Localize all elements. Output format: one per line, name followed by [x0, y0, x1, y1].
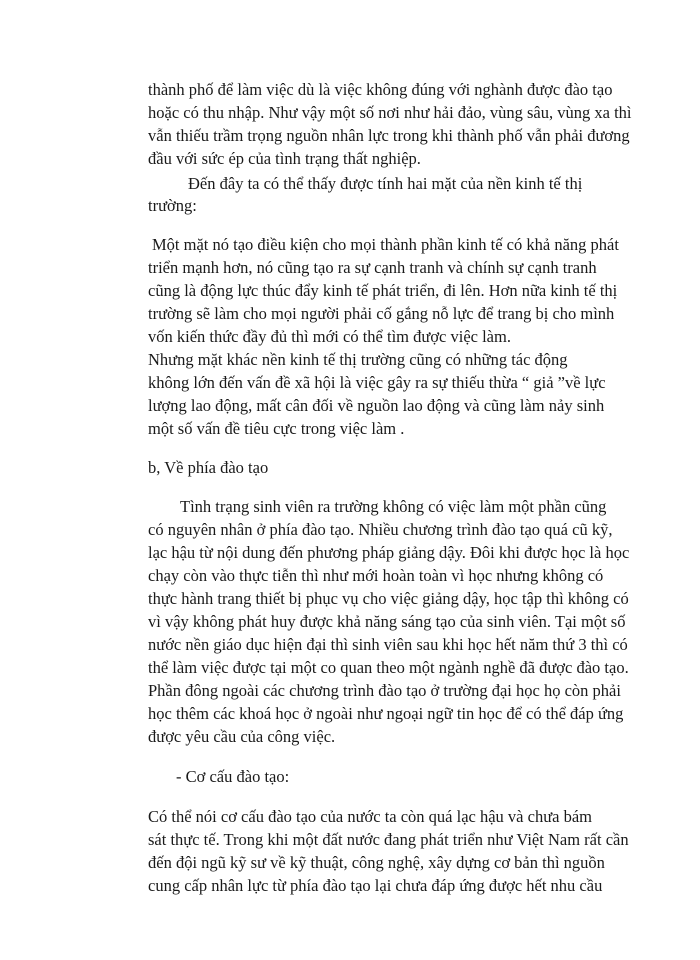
- text-line: Nhưng mặt khác nền kinh tế thị trường cũng có những tác động: [148, 350, 568, 369]
- text-line: đến đội ngũ kỹ sư về kỹ thuật, công nghệ, xây dựng cơ bản thì nguồn: [148, 853, 605, 872]
- section-heading: b, Về phía đào tạo: [148, 458, 269, 477]
- text-line: cung cấp nhân lực từ phía đào tạo lại chưa đáp ứng được hết nhu cầu: [148, 876, 603, 895]
- text-line: không lớn đến vấn đề xã hội là việc gây ra sự thiếu thừa “ giả ”về lực: [148, 373, 606, 392]
- text-line: thực hành trang thiết bị phục vụ cho việc giảng dậy, học tập thì không có: [148, 589, 629, 608]
- text-line: đầu với sức ép của tình trạng thất nghiệp.: [148, 149, 421, 168]
- text-line: lạc hậu từ nội dung đến phương pháp giảng dậy. Đôi khi được học là học: [148, 543, 630, 562]
- text-line: trường sẽ làm cho mọi người phải cố gắng nỗ lực để trang bị cho mình: [148, 304, 615, 323]
- text-line: thành phố để làm việc dù là việc không đúng với nghành được đào tạo: [148, 80, 613, 99]
- subsection-heading: - Cơ cấu đào tạo:: [176, 767, 290, 786]
- text-line: Phần đông ngoài các chương trình đào tạo ở trường đại học họ còn phải: [148, 681, 621, 700]
- text-line: lượng lao động, mất cân đối về nguồn lao động và cũng làm nảy sinh: [148, 396, 605, 415]
- text-line: Tình trạng sinh viên ra trường không có việc làm một phần cũng: [180, 497, 607, 516]
- text-line: thể làm việc được tại một co quan theo một ngành nghề đã được đào tạo.: [148, 658, 629, 677]
- text-line: nước nền giáo dục hiện đại thì sinh viên sau khi học hết năm thứ 3 thì có: [148, 635, 628, 654]
- text-line: Một mặt nó tạo điều kiện cho mọi thành phần kinh tế có khả năng phát: [152, 235, 619, 254]
- text-line: Có thể nói cơ cấu đào tạo của nước ta còn quá lạc hậu và chưa bám: [148, 807, 592, 826]
- text-line: sát thực tế. Trong khi một đất nước đang phát triển như Việt Nam rất cần: [148, 830, 629, 849]
- text-line: học thêm các khoá học ở ngoài như ngoại ngữ tin học để có thể đáp ứng: [148, 704, 624, 723]
- text-line: vẫn thiếu trầm trọng nguồn nhân lực trong khi thành phố vẫn phải đương: [148, 126, 630, 145]
- text-line: một số vấn đề tiêu cực trong việc làm .: [148, 419, 405, 438]
- text-line: hoặc có thu nhập. Như vậy một số nơi như hải đảo, vùng sâu, vùng xa thì: [148, 103, 632, 122]
- text-line: vì vậy không phát huy được khả năng sáng tạo của sinh viên. Tại một số: [148, 612, 626, 631]
- text-line: có nguyên nhân ở phía đào tạo. Nhiều chương trình đào tạo quá cũ kỹ,: [148, 520, 613, 539]
- text-line: Đến đây ta có thể thấy được tính hai mặt của nền kinh tế thị: [188, 174, 583, 193]
- text-line: chạy còn vào thực tiễn thì như mới hoàn toàn vì học nhưng không có: [148, 566, 604, 585]
- text-line: được yêu cầu của công việc.: [148, 727, 336, 746]
- text-line: trường:: [148, 196, 197, 215]
- text-line: triển mạnh hơn, nó cũng tạo ra sự cạnh tranh và chính sự cạnh tranh: [148, 258, 597, 277]
- text-line: cũng là động lực thúc đẩy kinh tế phát triển, đi lên. Hơn nữa kinh tế thị: [148, 281, 618, 300]
- text-line: vốn kiến thức đầy đủ thì mới có thể tìm được việc làm.: [148, 327, 511, 346]
